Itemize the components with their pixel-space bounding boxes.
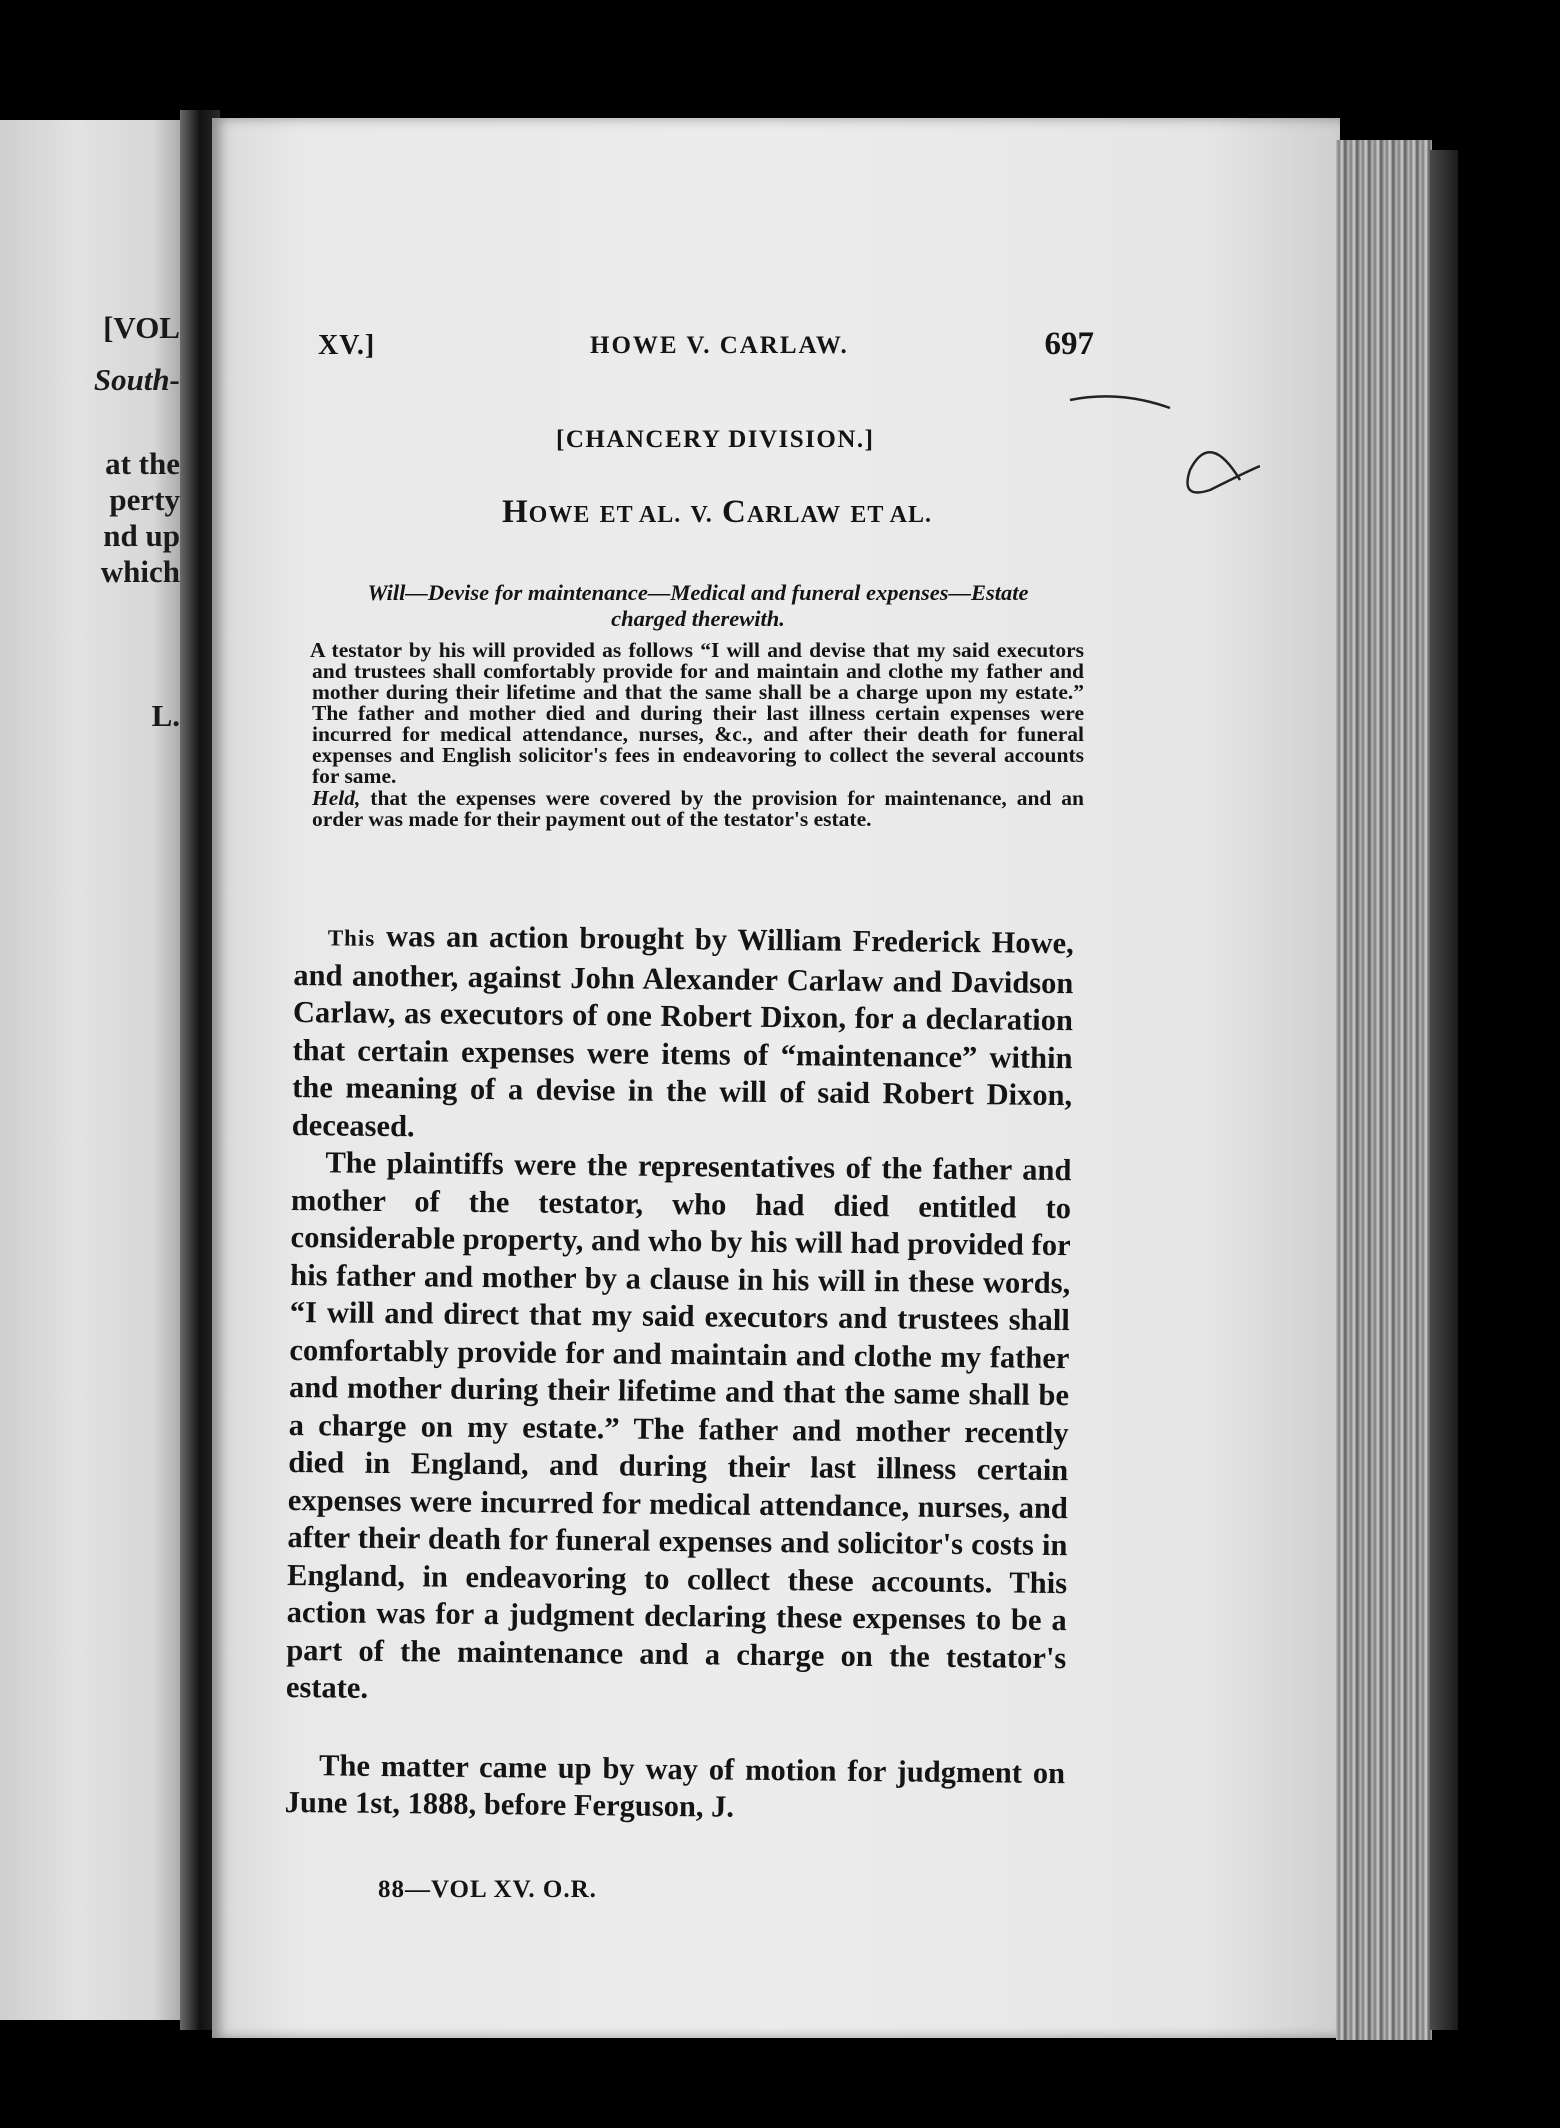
pencil-mark [1060, 370, 1260, 530]
judgment-body [285, 917, 1074, 1830]
page-edge-stack [1336, 140, 1432, 2040]
catchwords: Will—Devise for maintenance—Medical and funeral expenses—Estate charged therewith. [367, 580, 1029, 631]
page-number: 697 [1044, 326, 1094, 362]
headnote-facts: A testator by his will provided as follows “I will and devise that my said executors and trustees shall comfortably provide for and maintain and clothe my father and mother during their lifetime and that the same shall be a charge upon my estate.” The father and mother died and during their last illness certain expenses were incurred for medical attendance, nurses, &c., and after their death for funeral expenses and English solicitor's fees in endeavoring to collect the several accounts for same. [310, 638, 1084, 788]
left-fragment-line: perty [109, 482, 180, 517]
left-page-fragment [0, 120, 192, 2020]
left-fragment-line: nd up [103, 518, 180, 553]
body-paragraph: The matter came up by way of motion for judgment on June 1st, 1888, before Ferguson, J. [284, 1747, 1066, 1824]
running-head-volume: XV.] [318, 330, 376, 361]
left-fragment-line: L. [151, 698, 180, 733]
body-paragraph: The plaintiffs were the representatives of the father and mother of the testator, who had died entitled to considerable property, and who by his will had provided for his father and mother by a clause in his will in these words, “I will and direct that my said executors and trustees shall comfortably provide for and maintain and clothe my father and mother during their lifetime and that the same shall be a charge on my estate.” The father and mother recently died in England, and during their last illness certain expenses were incurred for medical attendance, nurses, and after their death for funeral expenses and solicitor's costs in England, in endeavoring to collect these accounts. This action was for a judgment declaring these expenses to be a part of the maintenance and a charge on the testator's estate. [285, 1145, 1072, 1705]
signature-footer: 88—VOL XV. O.R. [378, 1876, 597, 1903]
headnote-held: Held, that the expenses were covered by the provision for maintenance, and an order was made for their payment out of the testator's estate. [312, 786, 1084, 831]
case-title: HOWE ET AL. V. CARLAW ET AL. [502, 494, 933, 530]
division-heading: [CHANCERY DIVISION.] [556, 426, 875, 453]
headnote [312, 640, 1084, 830]
left-fragment-vol: [VOL [103, 310, 180, 345]
left-fragment-line: which [100, 554, 180, 589]
page-edge-shadow [1430, 150, 1458, 2030]
running-head [318, 326, 1094, 372]
running-head-title: HOWE V. CARLAW. [590, 332, 849, 359]
body-paragraph: This was an action brought by William Frederick Howe, and another, against John Alexander Carlaw and Davidson Carlaw, as executors of one Robert Dixon, for a declaration that certain expenses were items of “maintenance” within the meaning of a devise in the will of said Robert Dixon, deceased. [291, 918, 1074, 1143]
left-fragment-line: at the [105, 446, 180, 481]
left-fragment-line: South- [93, 362, 180, 397]
